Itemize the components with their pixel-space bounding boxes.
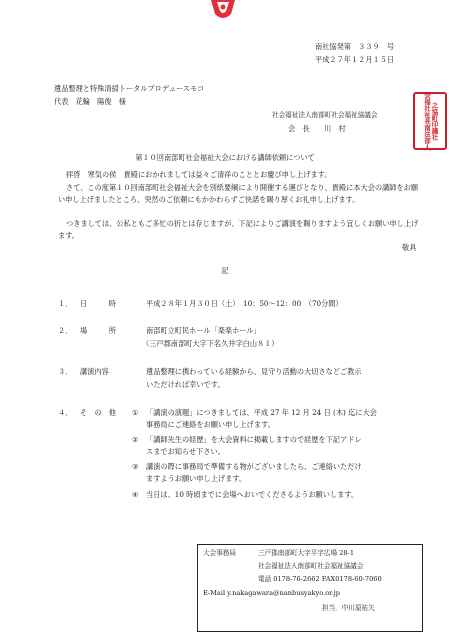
note-marker: ② <box>132 435 139 444</box>
secretariat-email: E-Mail y.nakagawara@nanbusyakyo.or.jp <box>203 589 340 597</box>
secretariat-contact-person: 担当．中川原祐矢 <box>322 604 375 612</box>
note-marker: ④ <box>132 490 139 499</box>
note-line: スまでお知らせ下さい。 <box>146 447 225 456</box>
note-line: 「講師先生の経歴」を大会資料に掲載しますので経歴を下記アドレ <box>146 435 362 444</box>
item-number: ２． <box>58 326 73 335</box>
ki-heading: 記 <box>221 266 229 275</box>
secretariat-address: 三戸郡南部町大字平字広場 28-1 <box>258 549 355 557</box>
item-value-content: 遺品整理に携わっている経験から、見守り活動の大切さなどご教示 <box>146 367 362 376</box>
item-value-venue-address: （三戸郡南部町大字下名久井字白山８１） <box>142 339 279 348</box>
secretariat-label: 大会事務局 <box>203 549 236 557</box>
closing-paragraph: つきましては、公私ともご多忙の折とは存じますが、下記によりご講演を賜りますよう宜しくお願い申し上げます。 <box>58 219 419 240</box>
note-line: ますようお願い申し上げます。 <box>146 474 247 483</box>
document-date: 平成２７年１２月１５日 <box>315 55 395 64</box>
document-number: 南社協発第 ３３９ 号 <box>315 42 395 51</box>
closing-word: 敬具 <box>402 243 417 252</box>
recipient-company: 遺品整理と特殊清掃トータルプロデュースモコ <box>54 84 205 93</box>
item-value-venue: 南部町立町民ホール「楽楽ホール」 <box>146 326 261 335</box>
recipient-name: 代表 花輪 陽俊 様 <box>54 97 126 106</box>
item-value-content-cont: いただければ幸いです。 <box>146 380 225 389</box>
note-line: 講演の際に事務局で準備する物がございましたら、ご連絡いただけ <box>146 462 362 471</box>
item-label-other: そ の 他 <box>80 408 116 417</box>
greeting-paragraph: 拝啓 寒気の侯 貴殿におかれましては益々ご清祥のこととお慶び申し上げます。 <box>66 170 332 179</box>
item-number: ３． <box>58 367 73 376</box>
sender-organization: 社会福祉法人南部町社会福祉協議会 <box>272 111 378 119</box>
item-value-datetime: 平成２８年１月３０日（土） 10：50～12：00 （70分間） <box>146 299 343 308</box>
sender-title-name: 会 長 川 村 <box>288 124 346 133</box>
note-line: 「講演の演題」につきましては、平成 27 年 12 月 24 日 (木) 迄に大会 <box>146 408 377 417</box>
item-number: ４． <box>58 408 73 417</box>
item-label-venue: 場 所 <box>80 326 116 335</box>
note-line: 当日は、10 時頃までに会場へおいでくださるようお願いします。 <box>146 490 359 499</box>
note-marker: ① <box>132 408 139 417</box>
item-label-datetime: 日 時 <box>80 299 116 308</box>
note-line: 事務局にご連絡をお願い申し上げます。 <box>146 420 275 429</box>
letter-title: 第１０回南部町社会福祉大会における講師依頼について <box>135 153 315 162</box>
official-seal-stamp: 会福社祉長南法部人 之協町 印議社 <box>413 92 447 150</box>
request-paragraph: さて、この度第１０回南部町社会福祉大会を別紙要綱により開催する運びとなり、貴殿に本大会の講師をお願い申し上げましたところ、突然のご依頼にもかかわらずご快諾を賜り厚くお礼申し上げます。 <box>58 183 419 204</box>
item-number: １． <box>58 299 73 308</box>
secretariat-phone: 電話 0178-76-2662 FAX0178-60-7060 <box>258 575 382 583</box>
note-marker: ③ <box>132 462 139 471</box>
secretariat-organization: 社会福祉法人南部町社会福祉協議会 <box>258 562 364 570</box>
item-label-content: 講演内容 <box>80 367 109 376</box>
red-emblem-mark <box>205 0 241 22</box>
